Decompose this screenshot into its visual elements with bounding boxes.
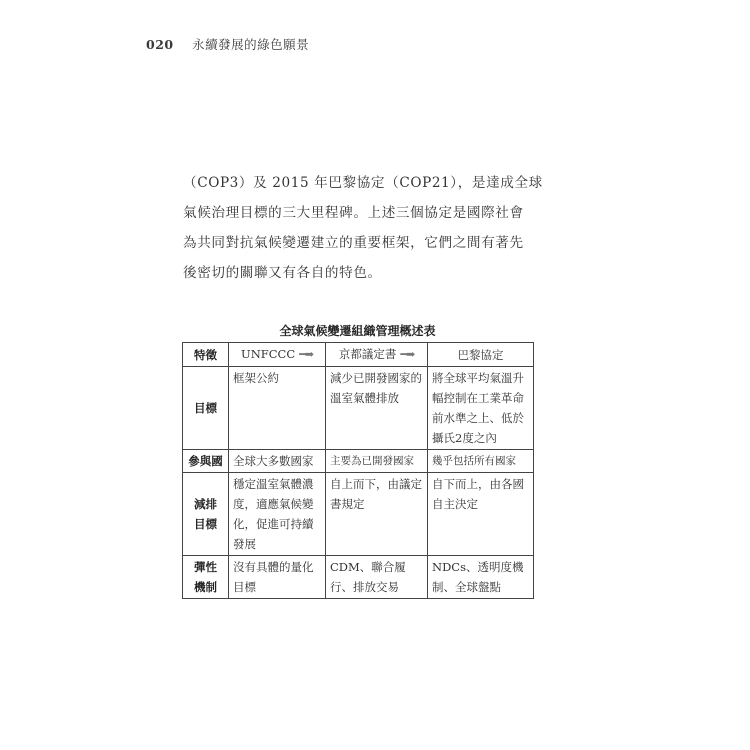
column-header-kyoto: [326, 343, 428, 367]
row-header-goal: [183, 367, 229, 450]
table-cell: 自下而上，由各國自主決定: [428, 473, 534, 556]
running-header: [146, 35, 309, 53]
body-paragraph: [183, 168, 563, 288]
row-header-reduction-target: [183, 473, 229, 556]
column-header-paris: [428, 343, 534, 367]
column-header-unfccc: [229, 343, 326, 367]
table-cell: 幾乎包括所有國家: [428, 450, 534, 473]
row-label: 目標: [194, 401, 217, 415]
paragraph-line: 後密切的關聯又有各自的特色。: [183, 265, 382, 281]
table-row: [183, 450, 534, 473]
column-label: 京都議定書: [338, 347, 397, 361]
row-label: 減排: [194, 497, 217, 511]
paragraph-line: 氣候治理目標的三大里程碑。上述三個協定是國際社會: [183, 205, 524, 221]
column-label: 巴黎協定: [457, 347, 504, 362]
row-label: 參與國: [188, 454, 223, 468]
page-number: 020: [146, 37, 174, 52]
table-cell: CDM、聯合履行、排放交易: [326, 556, 428, 599]
climate-governance-table: [182, 342, 534, 599]
row-header-flexibility: [183, 556, 229, 599]
paragraph-line: （COP3）及 2015 年巴黎協定（COP21），是達成全球: [183, 175, 543, 191]
table-cell: 穩定溫室氣體濃度，適應氣候變化，促進可持續發展: [229, 473, 326, 556]
table-cell: 自上而下，由議定書規定: [326, 473, 428, 556]
table-cell: NDCs、透明度機制、全球盤點: [428, 556, 534, 599]
row-label: 彈性: [194, 560, 217, 574]
table-row: [183, 473, 534, 556]
table-cell: 全球大多數國家: [229, 450, 326, 473]
table-cell: 主要為已開發國家: [326, 450, 428, 473]
table-cell: 框架公約: [229, 367, 326, 450]
row-label: 目標: [194, 517, 217, 531]
arrow-right-icon: ━➡: [400, 348, 415, 361]
feature-header: 特徵: [183, 343, 229, 367]
row-label: 機制: [194, 580, 217, 594]
row-header-participants: [183, 450, 229, 473]
table-cell: 將全球平均氣溫升幅控制在工業革命前水準之上、低於攝氏2度之內: [428, 367, 534, 450]
paragraph-line: 為共同對抗氣候變遷建立的重要框架，它們之間有著先: [183, 235, 524, 251]
column-label: UNFCCC: [241, 347, 296, 361]
table-cell: 沒有具體的量化目標: [229, 556, 326, 599]
table-header-row: [183, 343, 534, 367]
table-row: [183, 367, 534, 450]
book-title: 永續發展的綠色願景: [192, 37, 310, 52]
table-row: [183, 556, 534, 599]
arrow-right-icon: ━➡: [299, 348, 313, 361]
table-cell: 減少已開發國家的溫室氣體排放: [326, 367, 428, 450]
table-title: 全球氣候變遷組織管理概述表: [279, 324, 436, 338]
